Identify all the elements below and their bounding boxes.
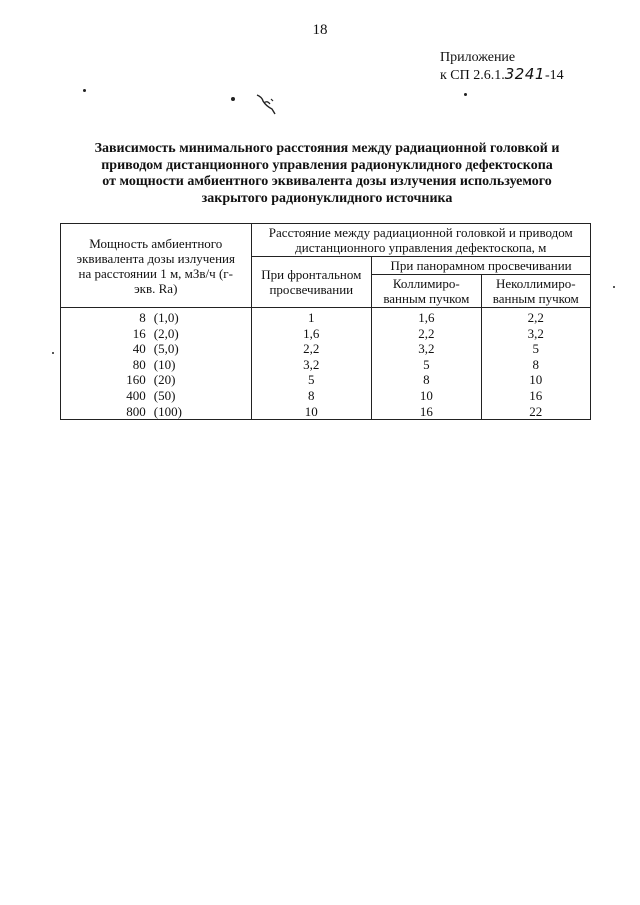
title-line: от мощности амбиентного эквивалента дозы излучения используемого <box>102 174 552 189</box>
ra-equivalent: (50) <box>153 387 176 403</box>
page-number: 18 <box>312 22 328 38</box>
scan-speck <box>613 286 615 288</box>
cell-power <box>61 341 252 357</box>
header-power: Мощность амбиентного эквивалента дозы излучения на расстоянии 1 м, мЗв/ч (г-экв. Ra) <box>61 224 252 308</box>
cell-noncollimated: 2,2 <box>481 308 590 326</box>
ra-equivalent: (5,0) <box>153 341 179 357</box>
table-row <box>61 326 591 342</box>
cell-frontal: 10 <box>251 404 372 420</box>
cell-power <box>61 308 252 326</box>
cell-power <box>61 357 252 373</box>
table-row <box>61 341 591 357</box>
cell-noncollimated: 3,2 <box>481 326 590 342</box>
cell-power <box>61 388 252 404</box>
cell-collimated: 2,2 <box>372 326 481 342</box>
table-row <box>61 357 591 373</box>
cell-noncollimated: 5 <box>481 341 590 357</box>
scan-speck <box>464 93 467 96</box>
cell-collimated: 10 <box>372 388 481 404</box>
table-row <box>61 372 591 388</box>
header-distance: Расстояние между радиационной головкой и приводом дистанционного управления дефектоскопа, м <box>251 224 590 257</box>
header-frontal: При фронтальном просвечивании <box>251 257 372 308</box>
header-noncollimated: Неколлимиро-ванным пучком <box>481 275 590 308</box>
ra-equivalent: (1,0) <box>153 310 179 325</box>
appendix-code-suffix: -14 <box>544 68 564 83</box>
scan-speck <box>52 352 54 354</box>
power-value: 400 <box>126 387 146 403</box>
table-row <box>61 388 591 404</box>
cell-frontal: 2,2 <box>251 341 372 357</box>
power-value: 40 <box>132 341 146 357</box>
cell-noncollimated: 10 <box>481 372 590 388</box>
header-collimated: Коллимиро-ванным пучком <box>372 275 481 308</box>
table-row <box>61 404 591 420</box>
cell-collimated: 3,2 <box>372 341 481 357</box>
ra-equivalent: (20) <box>153 372 176 388</box>
cell-collimated: 1,6 <box>372 308 481 326</box>
appendix-reference <box>440 50 564 84</box>
cell-noncollimated: 22 <box>481 404 590 420</box>
document-title <box>60 141 594 207</box>
appendix-code <box>440 66 564 84</box>
cell-power <box>61 404 252 420</box>
power-value: 800 <box>126 403 146 419</box>
power-value: 160 <box>126 372 146 388</box>
table-row <box>61 308 591 326</box>
ra-equivalent: (2,0) <box>153 325 179 341</box>
cell-frontal: 5 <box>251 372 372 388</box>
appendix-label: Приложение <box>440 50 516 65</box>
ra-equivalent: (100) <box>153 403 182 419</box>
cell-frontal: 3,2 <box>251 357 372 373</box>
title-line: Зависимость минимального расстояния между радиационной головкой и <box>94 141 560 156</box>
cell-frontal: 1 <box>251 308 372 326</box>
power-value: 8 <box>139 310 146 325</box>
cell-noncollimated: 8 <box>481 357 590 373</box>
ra-equivalent: (10) <box>153 356 176 372</box>
power-value: 16 <box>132 325 146 341</box>
header-panoramic: При панорамном просвечивании <box>372 257 591 275</box>
handwritten-mark-icon <box>254 92 280 118</box>
cell-collimated: 16 <box>372 404 481 420</box>
cell-frontal: 8 <box>251 388 372 404</box>
cell-power <box>61 372 252 388</box>
cell-frontal: 1,6 <box>251 326 372 342</box>
cell-collimated: 8 <box>372 372 481 388</box>
power-value: 80 <box>132 356 146 372</box>
title-line: приводом дистанционного управления радионуклидного дефектоскопа <box>101 157 553 173</box>
distance-table <box>60 223 591 420</box>
cell-noncollimated: 16 <box>481 388 590 404</box>
appendix-code-prefix: к СП 2.6.1. <box>440 68 505 83</box>
appendix-code-handwritten: 3241 <box>504 65 545 83</box>
cell-power <box>61 326 252 342</box>
cell-collimated: 5 <box>372 357 481 373</box>
title-line: закрытого радионуклидного источника <box>201 190 453 206</box>
scan-speck <box>83 89 86 92</box>
scan-speck <box>231 97 235 101</box>
